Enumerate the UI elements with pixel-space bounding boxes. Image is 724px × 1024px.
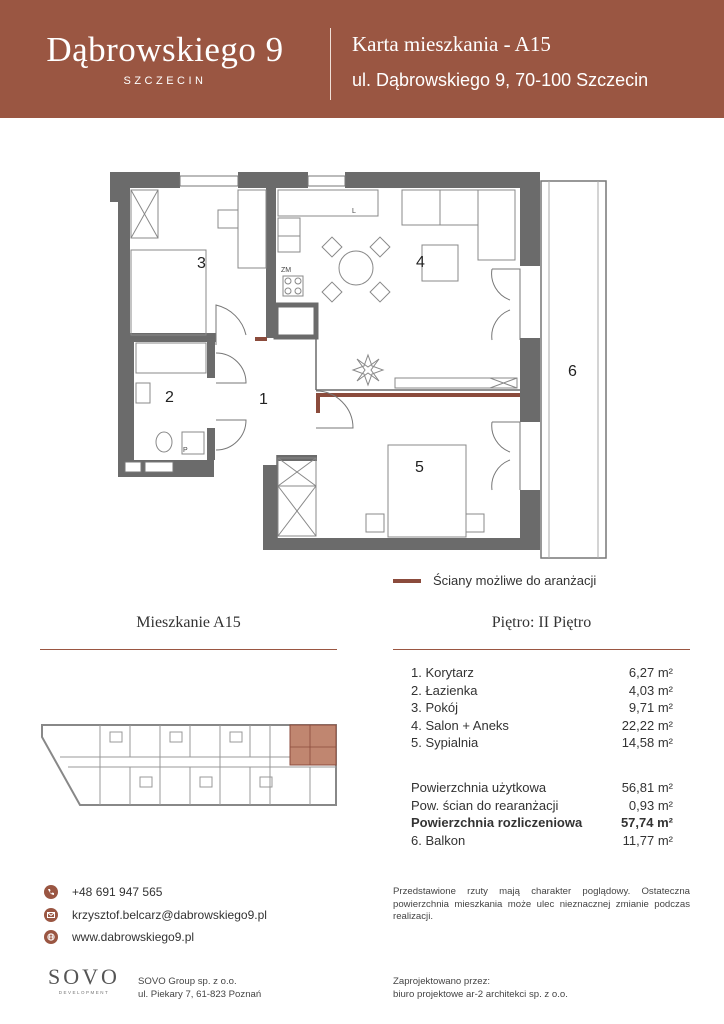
summary-value: 56,81 m² bbox=[621, 780, 673, 795]
summary-value: 57,74 m² bbox=[620, 815, 673, 831]
sovo-logo-name: SOVO bbox=[48, 964, 120, 989]
header-divider bbox=[330, 28, 331, 100]
room-label-1: 1 bbox=[259, 391, 268, 408]
plant bbox=[353, 355, 383, 385]
exterior-walls bbox=[110, 172, 540, 550]
floor-divider bbox=[393, 649, 690, 650]
area-summary bbox=[411, 779, 673, 849]
area-label: 4. Salon + Aneks bbox=[411, 717, 509, 733]
area-row-1 bbox=[411, 664, 673, 682]
double-bed bbox=[388, 445, 466, 537]
card-address: ul. Dąbrowskiego 9, 70-100 Szczecin bbox=[352, 70, 649, 90]
card-title: Karta mieszkania - A15 bbox=[352, 32, 551, 56]
room-label-5: 5 bbox=[415, 459, 424, 476]
area-label: 2. Łazienka bbox=[411, 682, 478, 698]
interior-partitions bbox=[130, 337, 520, 538]
architect-info bbox=[393, 975, 568, 1001]
header-banner bbox=[0, 0, 724, 118]
company-info bbox=[138, 975, 261, 1001]
area-value: 9,71 m² bbox=[628, 700, 673, 716]
email-icon bbox=[44, 908, 58, 922]
room-label-6: 6 bbox=[568, 363, 577, 380]
room-label-3: 3 bbox=[197, 255, 206, 272]
area-value: 4,03 m² bbox=[628, 682, 673, 698]
globe-icon bbox=[44, 930, 58, 944]
summary-row-balcony bbox=[411, 832, 673, 850]
summary-label: 6. Balkon bbox=[411, 832, 466, 848]
legend-label: Ściany możliwe do aranżacji bbox=[433, 573, 597, 588]
apartment-divider bbox=[40, 649, 337, 650]
email-address: krzysztof.belcarz@dabrowskiego9.pl bbox=[72, 908, 267, 922]
dining-table bbox=[339, 251, 373, 285]
toilet-tag: P bbox=[183, 447, 188, 454]
contact-website[interactable] bbox=[44, 930, 194, 944]
area-row-2 bbox=[411, 682, 673, 700]
sovo-logo-sub: DEVELOPMENT bbox=[58, 990, 110, 995]
website-url: www.dabrowskiego9.pl bbox=[72, 930, 195, 944]
area-label: 3. Pokój bbox=[411, 700, 458, 716]
area-value: 14,58 m² bbox=[621, 735, 673, 751]
summary-row-walls bbox=[411, 797, 673, 815]
desk bbox=[238, 190, 266, 268]
unit-a15-highlight bbox=[290, 725, 336, 765]
kitchen-counter bbox=[278, 218, 300, 236]
summary-label: Powierzchnia użytkowa bbox=[411, 780, 547, 795]
contact-email[interactable] bbox=[44, 908, 267, 922]
rearrangeable-walls bbox=[255, 337, 520, 413]
doors bbox=[216, 269, 520, 490]
brand-logo bbox=[30, 30, 300, 87]
plan-legend bbox=[393, 573, 596, 588]
phone-icon bbox=[44, 885, 58, 899]
area-row-4 bbox=[411, 717, 673, 735]
washbasin bbox=[136, 383, 150, 403]
building-key-plan bbox=[40, 717, 340, 807]
summary-label: Powierzchnia rozliczeniowa bbox=[411, 815, 583, 831]
room-label-2: 2 bbox=[165, 389, 174, 406]
chair bbox=[218, 210, 238, 228]
room-areas-list bbox=[411, 664, 673, 752]
bathtub bbox=[136, 343, 206, 373]
area-label: 1. Korytarz bbox=[411, 665, 474, 680]
summary-value: 0,93 m² bbox=[628, 797, 673, 813]
sovo-logo bbox=[44, 964, 124, 995]
area-label: 5. Sypialnia bbox=[411, 735, 479, 751]
disclaimer-text: Przedstawione rzuty mają charakter poglądowy. Ostateczna powierzchnia mieszkania może ulec nieznacznej zmianie podczas realizacji. bbox=[393, 886, 690, 922]
furniture bbox=[131, 190, 517, 537]
apartment-title: Mieszkanie A15 bbox=[136, 614, 241, 631]
bed bbox=[131, 250, 206, 335]
summary-label: Pow. ścian do rearanżacji bbox=[411, 797, 559, 813]
legend-swatch bbox=[393, 579, 421, 583]
summary-row-billing bbox=[411, 814, 673, 832]
toilet bbox=[156, 432, 172, 452]
company-name: SOVO Group sp. z o.o. bbox=[138, 976, 237, 987]
tv-cabinet bbox=[395, 378, 517, 388]
brand-name: Dąbrowskiego 9 bbox=[46, 30, 284, 69]
area-value: 22,22 m² bbox=[621, 717, 673, 733]
area-row-5 bbox=[411, 734, 673, 752]
architect-caption: Zaprojektowano przez: bbox=[393, 976, 491, 987]
room-label-4: 4 bbox=[416, 254, 425, 271]
floor-plan bbox=[0, 160, 724, 570]
area-row-3 bbox=[411, 699, 673, 717]
corner-tag: L bbox=[352, 208, 356, 215]
summary-value: 11,77 m² bbox=[622, 832, 673, 848]
architect-name: biuro projektowe ar-2 architekci sp. z o.o. bbox=[393, 989, 568, 1000]
floor-title: Piętro: II Piętro bbox=[491, 614, 592, 631]
company-address: ul. Piekary 7, 61-823 Poznań bbox=[138, 989, 262, 1000]
area-value: 6,27 m² bbox=[628, 665, 673, 680]
contact-phone[interactable] bbox=[44, 885, 162, 899]
fridge-label: ZM bbox=[281, 267, 292, 274]
coffee-table bbox=[422, 245, 458, 281]
phone-number: +48 691 947 565 bbox=[72, 885, 163, 899]
summary-row-usable bbox=[411, 779, 673, 797]
brand-city: SZCZECIN bbox=[123, 75, 207, 87]
